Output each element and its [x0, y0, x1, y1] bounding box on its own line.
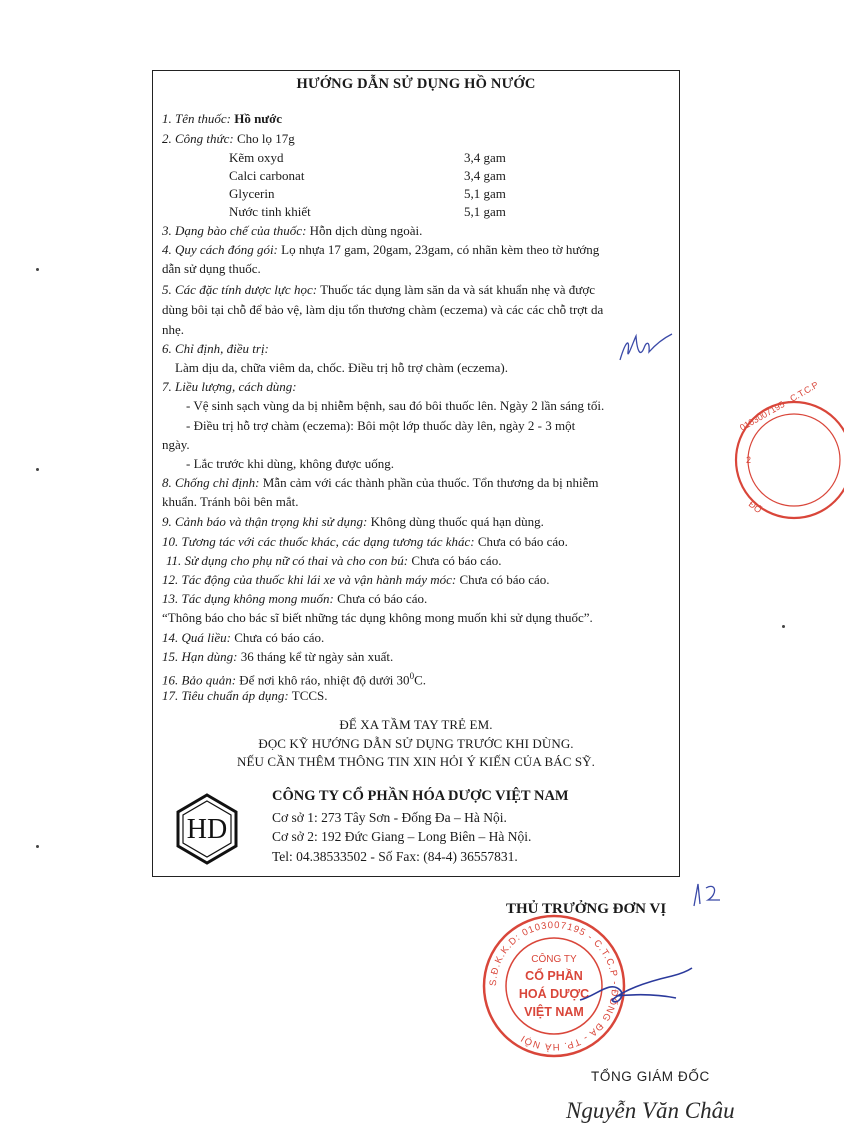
- ingredient-amount: 5,1 gam: [464, 204, 506, 219]
- logo-text: HD: [186, 814, 228, 845]
- section-pharmacology: 5. Các đặc tính dược lực học: Thuốc tác dụng làm săn da và sát khuẩn nhẹ và được: [162, 282, 595, 297]
- company-logo: [170, 792, 244, 866]
- initial-scribble: [690, 880, 730, 910]
- signature-heading: THỦ TRƯỞNG ĐƠN VỊ: [506, 901, 667, 917]
- handwritten-signature: [576, 960, 696, 1020]
- section-storage: 16. Bảo quản: Để nơi khô ráo, nhiệt độ dưới $30^0C$.: [162, 671, 426, 688]
- warning-line: NẾU CẦN THÊM THÔNG TIN XIN HỎI Ý KIẾN CỦA BÁC SỸ.: [236, 754, 596, 769]
- ingredient-name: Kẽm oxyd: [229, 150, 284, 165]
- section-standard: 17. Tiêu chuẩn áp dụng: TCCS.: [162, 688, 328, 703]
- section-pharmacology-cont: nhẹ.: [162, 322, 185, 337]
- section-formula: 2. Công thức: Cho lọ 17g: [162, 131, 295, 146]
- svg-text:Nguyễn Văn Châu: Nguyễn Văn Châu: [566, 1098, 735, 1123]
- dosage-line: ngày.: [162, 437, 190, 452]
- partial-stamp: [724, 379, 821, 525]
- ingredient-name: Glycerin: [229, 186, 275, 201]
- section-pharmacology-cont: dùng bôi tại chỗ để bảo vệ, làm dịu tổn thương chàm (eczema) và các các chỗ trợt da: [162, 302, 604, 317]
- ingredient-name: Nước tinh khiết: [229, 204, 311, 219]
- scan-speck: [36, 468, 39, 471]
- svg-text:CÔNG TY: CÔNG TY: [531, 954, 577, 965]
- svg-text:ĐỐ: ĐỐ: [746, 498, 764, 516]
- scan-speck: [782, 625, 785, 628]
- ingredient-amount: 5,1 gam: [464, 186, 506, 201]
- svg-text:HOÁ DƯỢC: HOÁ DƯỢC: [518, 987, 590, 1001]
- warning-line: ĐỂ XA TẦM TAY TRẺ EM.: [339, 717, 493, 732]
- dosage-line: - Vệ sinh sạch vùng da bị nhiễm bệnh, sau đó bôi thuốc lên. Ngày 2 lần sáng tối.: [186, 398, 605, 413]
- svg-text:2: 2: [746, 455, 752, 465]
- director-name-signature: [560, 1088, 795, 1128]
- side-effects-notice: “Thông báo cho bác sĩ biết những tác dụng không mong muốn khi sử dụng thuốc”.: [162, 610, 593, 625]
- warning-line: ĐỌC KỸ HƯỚNG DẪN SỬ DỤNG TRƯỚC KHI DÙNG.: [258, 736, 574, 751]
- section-packaging: 4. Quy cách đóng gói: Lọ nhựa 17 gam, 20gam, 23gam, có nhãn kèm theo tờ hướng: [162, 242, 600, 257]
- company-address-2: Cơ sở 2: 192 Đức Giang – Long Biên – Hà Nội.: [272, 829, 532, 844]
- section-overdose: 14. Quá liều: Chưa có báo cáo.: [162, 630, 325, 645]
- section-driving: 12. Tác động của thuốc khi lái xe và vận hành máy móc: Chưa có báo cáo.: [162, 572, 550, 587]
- section-warnings: 9. Cảnh báo và thận trọng khi sử dụng: Không dùng thuốc quá hạn dùng.: [162, 514, 544, 529]
- initial-scribble: [616, 330, 676, 370]
- section-contraindication: 8. Chống chỉ định: Mẫn cảm với các thành phần của thuốc. Tổn thương da bị nhiễm: [162, 475, 599, 490]
- scan-speck: [36, 268, 39, 271]
- section-shelf-life: 15. Hạn dùng: 36 tháng kể từ ngày sản xuất.: [162, 649, 394, 664]
- dosage-line: - Lắc trước khi dùng, không được uống.: [186, 456, 394, 471]
- section-dosage-form: 3. Dạng bào chế của thuốc: Hỗn dịch dùng ngoài.: [162, 223, 423, 238]
- company-address-1: Cơ sở 1: 273 Tây Sơn - Đống Đa – Hà Nội.: [272, 810, 507, 825]
- section-pregnancy: 11. Sử dụng cho phụ nữ có thai và cho con bú: Chưa có báo cáo.: [166, 553, 502, 568]
- dosage-line: - Điều trị hỗ trợ chàm (eczema): Bôi một lớp thuốc dày lên, ngày 2 - 3 một: [186, 418, 576, 433]
- document-title: HƯỚNG DẪN SỬ DỤNG HỒ NƯỚC: [296, 76, 536, 92]
- section-dosage: 7. Liều lượng, cách dùng:: [162, 379, 297, 394]
- scan-speck: [36, 845, 39, 848]
- section-name: 1. Tên thuốc: Hồ nước: [162, 111, 283, 126]
- section-indication: 6. Chỉ định, điều trị:: [162, 341, 269, 356]
- ingredient-amount: 3,4 gam: [464, 150, 506, 165]
- section-interactions: 10. Tương tác với các thuốc khác, các dạng tương tác khác: Chưa có báo cáo.: [162, 534, 568, 549]
- svg-text:CỔ PHẦN: CỔ PHẦN: [525, 969, 583, 983]
- company-name: CÔNG TY CỔ PHẦN HÓA DƯỢC VIỆT NAM: [272, 788, 569, 804]
- company-phone: Tel: 04.38533502 - Số Fax: (84-4) 36557831.: [272, 849, 518, 864]
- section-contraindication-cont: khuẩn. Tránh bôi bên mắt.: [162, 494, 299, 509]
- svg-text:VIỆT NAM: VIỆT NAM: [524, 1005, 584, 1019]
- director-title: TỔNG GIÁM ĐỐC: [591, 1069, 710, 1084]
- ingredient-amount: 3,4 gam: [464, 168, 506, 183]
- section-packaging-cont: dẫn sử dụng thuốc.: [162, 261, 261, 276]
- svg-text:0103007195 - C.T.C.P: 0103007195 - C.T.C.P: [738, 379, 821, 433]
- ingredient-name: Calci carbonat: [229, 168, 305, 183]
- section-side-effects: 13. Tác dụng không mong muốn: Chưa có báo cáo.: [162, 591, 428, 606]
- seal-ring-text: S.Đ.K.K.D: 0103007195 - C.T.C.P - ĐỐNG ĐA - TP. HÀ NỘI: [487, 919, 621, 1053]
- section-indication-text: Làm dịu da, chữa viêm da, chốc. Điều trị hỗ trợ chàm (eczema).: [175, 360, 509, 375]
